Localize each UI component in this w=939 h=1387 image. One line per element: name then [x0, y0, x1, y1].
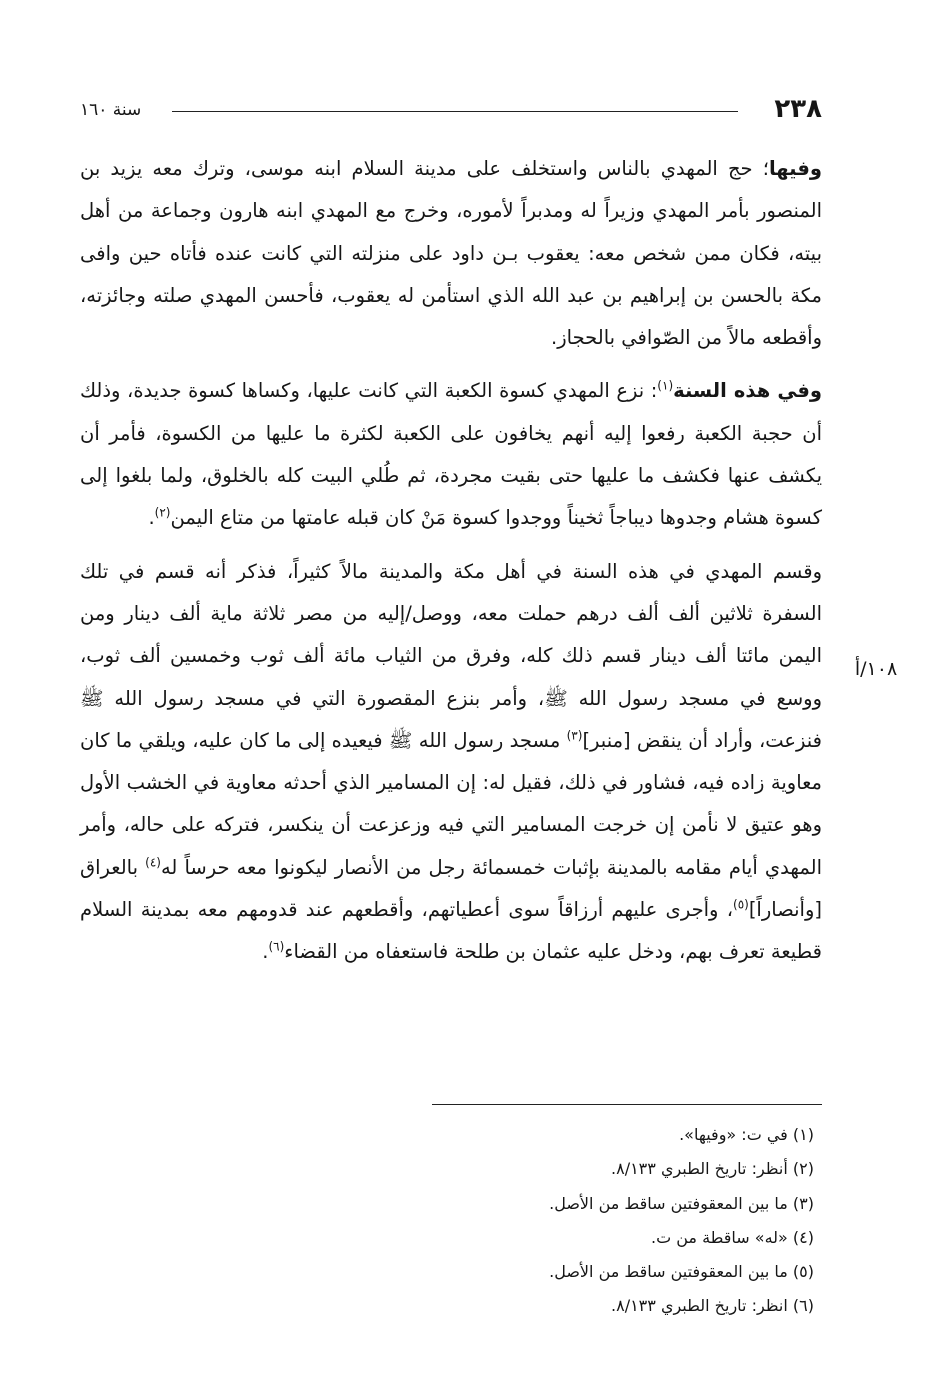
paragraph-lead: وفيها	[768, 157, 822, 180]
footnote: (٤) «له» ساقطة من ت.	[651, 1227, 814, 1247]
paragraph-text: وقسم المهدي في هذه السنة في أهل مكة والمدينة مالاً كثيراً، فذكر أنه قسم في تلك السفرة ثلاثين ألف ألف درهم حملت معه، ووصل/إليه من مصر ثلاثة ماية ألف دينار ومن اليمن مائتا ألف دينار قسم ذلك كله، وفرق من الثياب مائة ألف ثوب وخمسين ألف ثوب، ووسع في مسجد رسول الله ﷺ، وأمر بنزع المقصورة التي في مسجد رسول الله ﷺ فنزعت، وأراد أن ينقض [منبر]	[80, 559, 823, 752]
footnote: (٢) أنظر: تاريخ الطبري ٨/١٣٣.	[611, 1159, 814, 1179]
running-head-year: سنة ١٦٠	[80, 100, 142, 120]
footnote: (٣) ما بين المعقوفتين ساقط من الأصل.	[549, 1193, 814, 1213]
paragraph-tail: .	[262, 940, 269, 964]
footnote-ref-4[interactable]: (٤)	[145, 855, 161, 870]
footnotes-list	[80, 1118, 822, 1324]
paragraph-text: مسجد رسول الله ﷺ فيعيده إلى ما كان عليه، ويلقي ما كان معاوية زاده فيه، فشاور في ذلك، فقيل له: إن المسامير الذي أحدثه معاوية في الخشب الأول وهو عتيق لا نأمن إن خرجت المسامير التي فيه وزعزعت أن ينكسر، فتركه على حاله، وأمر المهدي أيام مقامه بالمدينة بإثبات خمسمائة رجل من الأنصار ليكونوا معه حرساً له	[80, 728, 822, 879]
paragraph-text: بالعراق [وأنصاراً]	[80, 855, 822, 922]
footnote-ref-5[interactable]: (٥)	[733, 897, 749, 912]
footnote-ref-1[interactable]: (١)	[657, 378, 674, 393]
footnote: (٥) ما بين المعقوفتين ساقط من الأصل.	[549, 1262, 814, 1282]
paragraph-lead: وفي هذه السنة	[673, 379, 822, 403]
paragraph-3	[80, 551, 822, 974]
footnote-separator	[432, 1104, 822, 1105]
footnote-ref-6[interactable]: (٦)	[268, 939, 285, 954]
paragraph-tail: .	[148, 506, 155, 530]
page-header	[80, 92, 822, 126]
main-text	[80, 148, 822, 974]
paragraph-text: ؛ حج المهدي بالناس واستخلف على مدينة السلام ابنه موسى، وترك معه يزيد بن المنصور بأمر المهدي وزيراً له ومدبراً لأموره، وخرج مع المهدي ابنه هارون وجماعة من أهل بيته، فكان ممن شخص معه: يعقوب بـن داود على منزلته التي كانت عنده فأتاه حين وافى مكة بالحسن بن إبراهيم بن عبد الله الذي استأمن له يعقوب، فأحسن المهدي صلته وجائزته، وأقطعه مالاً من الصّوافي بالحجاز.	[80, 157, 822, 350]
paragraph-text: ، وأجرى عليهم أرزاقاً سوى أعطياتهم، وأقطعهم عند قدومهم معه بمدينة السلام قطيعة تعرف بهم، ودخل عليه عثمان بن طلحة فاستعفاه من القضاء	[80, 898, 822, 964]
header-rule	[172, 111, 738, 112]
paragraph-2	[80, 370, 822, 539]
footnote: (٦) انظر: تاريخ الطبري ٨/١٣٣.	[611, 1296, 814, 1316]
footnote: (١) في ت: «وفيها».	[679, 1125, 814, 1144]
page-number: ٢٣٨	[774, 94, 822, 124]
footnote-ref-2[interactable]: (٢)	[154, 505, 171, 520]
footnote-ref-3[interactable]: (٣)	[566, 728, 583, 743]
manuscript-folio-marker: ١٠٨/أ	[854, 658, 898, 680]
paragraph-1	[80, 148, 822, 359]
paragraph-text: : نزع المهدي كسوة الكعبة التي كانت عليها، وكساها كسوة جديدة، وذلك أن حجبة الكعبة رفعوا إليه أنهم يخافون على الكعبة لكثرة ما عليها من الكسوة، فأمر أن يكشف عنها فكشف ما عليها حتى بقيت مجردة، ثم طُلي البيت كله بالخلوق، ولما بلغوا إلى كسوة هشام وجدوها ديباجاً ثخيناً ووجدوا كسوة مَنْ كان قبله عامتها من متاع اليمن	[80, 379, 822, 530]
